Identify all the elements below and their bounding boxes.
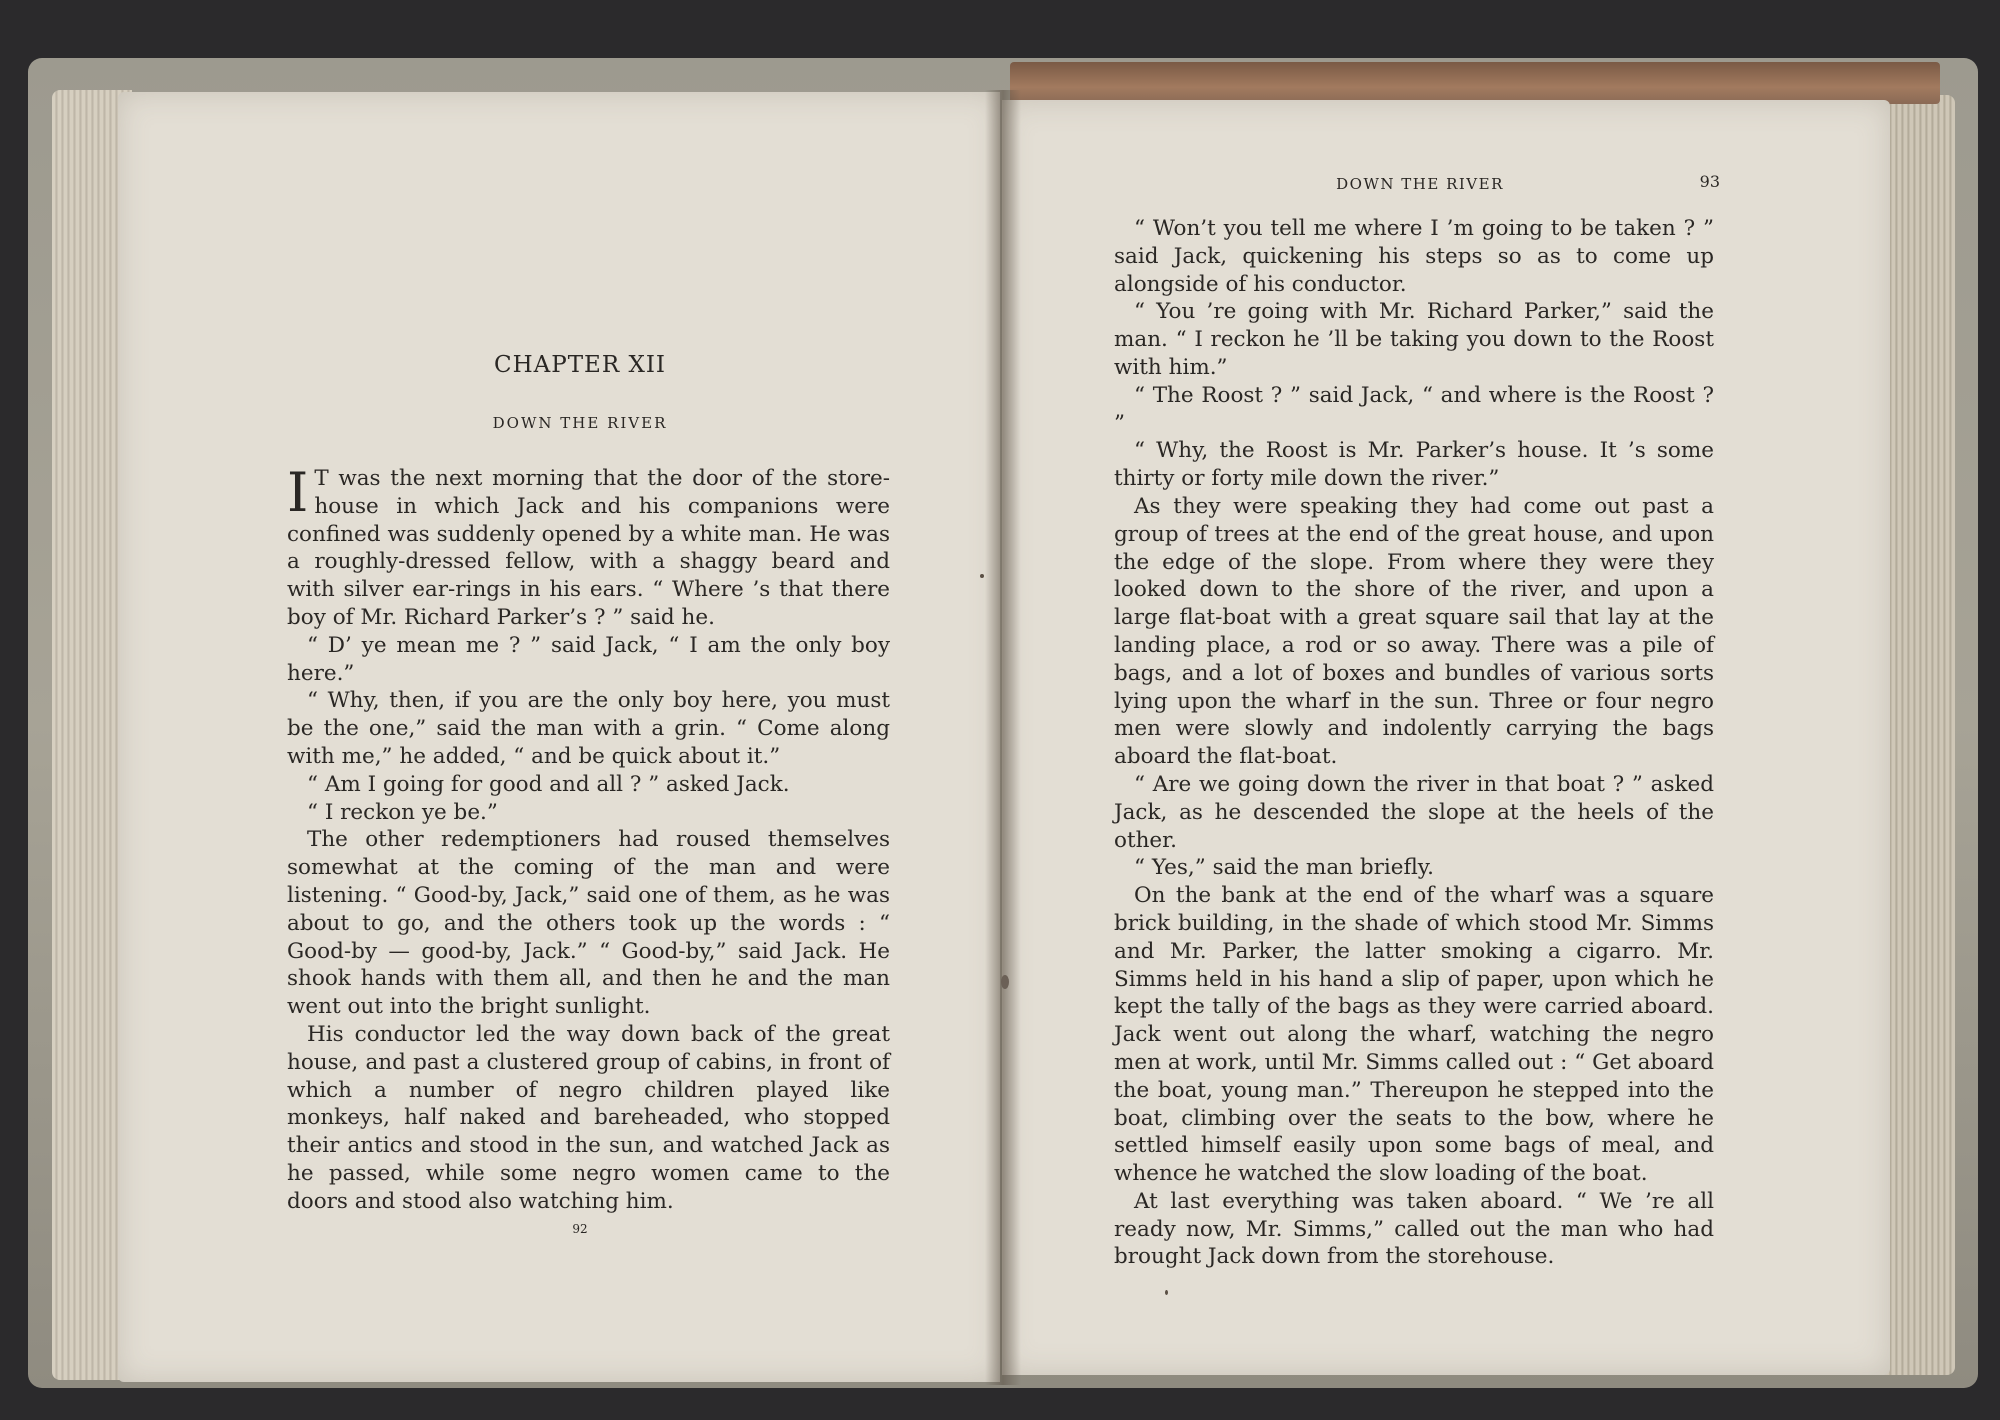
paragraph: “ Won’t you tell me where I ’m going to be taken ? ” said Jack, quickening his steps so as to come up alongside of his conductor. xyxy=(1114,216,1714,297)
drop-cap: I xyxy=(287,461,309,524)
chapter-subtitle: DOWN THE RIVER xyxy=(492,414,668,432)
paragraph: “ You ’re going with Mr. Richard Parker,” said the man. “ I reckon he ’ll be taking you down to the Roost with him.” xyxy=(1114,299,1714,380)
right-page-body xyxy=(1114,215,1714,1271)
paragraph: “ Are we going down the river in that boat ? ” asked Jack, as he descended the slope at the heels of the other. xyxy=(1114,771,1714,853)
paragraph: As they were speaking they had come out past a group of trees at the end of the great house, and upon the edge of the slope. From where they were they looked down to the shore of the river, and upon a large flat-boat with a great square sail that lay at the landing place, a rod or so away. There was a pile of bags, and a lot of boxes and bundles of various sorts lying upon the wharf in the sun. Three or four negro men were slowly and indolently carrying the bags aboard the flat-boat. xyxy=(1114,493,1714,770)
paper-speck xyxy=(1001,975,1009,989)
paragraph: “ Am I going for good and all ? ” asked Jack. xyxy=(307,771,790,797)
top-gilt-edge xyxy=(1010,62,1940,104)
paragraph: “ The Roost ? ” said Jack, “ and where is the Roost ? ” xyxy=(1114,382,1714,436)
paragraph: “ D’ ye mean me ? ” said Jack, “ I am the only boy here.” xyxy=(287,632,890,686)
page-edges-right xyxy=(1880,95,1955,1375)
paper-speck xyxy=(1165,1290,1168,1295)
paragraph: At last everything was taken aboard. “ We ’re all ready now, Mr. Simms,” called out the man who had brought Jack down from the storehouse. xyxy=(1114,1188,1714,1270)
paragraph: On the bank at the end of the wharf was a square brick building, in the shade of which stood Mr. Simms and Mr. Parker, the latter smoking a cigarro. Mr. Simms held in his hand a slip of paper, upon which he kept the tally of the bags as they were carried aboard. Jack went out along the wharf, watching the negro men at work, until Mr. Simms called out : “ Get aboard the boat, young man.” Thereupon he stepped into the boat, climbing over the seats to the bow, where he settled himself easily upon some bags of meal, and whence he watched the slow loading of the boat. xyxy=(1114,883,1714,1187)
paragraph: “ Why, then, if you are the only boy here, you must be the one,” said the man with a grin. “ Come along with me,” he added, “ and be quick about it.” xyxy=(287,688,890,769)
paragraph: “ I reckon ye be.” xyxy=(307,799,498,825)
paragraph: “ Yes,” said the man briefly. xyxy=(1134,855,1434,881)
paragraph: His conductor led the way down back of the great house, and past a clustered group of cabins, in front of which a number of negro children played like monkeys, half naked and bareheaded, who stopped their antics and stood in the sun, and watched Jack as he passed, while some negro women came to the doors and stood also watching him. xyxy=(287,1021,890,1214)
book-gutter xyxy=(985,90,1021,1385)
left-page-body xyxy=(287,461,890,1216)
chapter-title: CHAPTER XII xyxy=(493,352,667,378)
paragraph: I T was the next morning that the door of the store-house in which Jack and his companions were confined was suddenly opened by a white man. He was a roughly-dressed fellow, with a shaggy beard and with silver ear-rings in his ears. “ Where ’s that there boy of Mr. Richard Parker’s ? ” said he. xyxy=(287,461,890,630)
running-head: DOWN THE RIVER xyxy=(1336,175,1504,193)
page-number-right: 93 xyxy=(1699,172,1720,191)
paragraph: The other redemptioners had roused themselves somewhat at the coming of the man and were listening. “ Good-by, Jack,” said one of them, as he was about to go, and the others took up the words : “ Good-by — good-by, Jack.” “ Good-by,” said Jack. He shook hands with them all, and then he and the man went out into the bright sunlight. xyxy=(287,827,890,1020)
page-number-left: 92 xyxy=(572,1222,588,1236)
paper-speck xyxy=(980,574,984,578)
paragraph: “ Why, the Roost is Mr. Parker’s house. It ’s some thirty or forty mile down the river.” xyxy=(1114,438,1714,492)
